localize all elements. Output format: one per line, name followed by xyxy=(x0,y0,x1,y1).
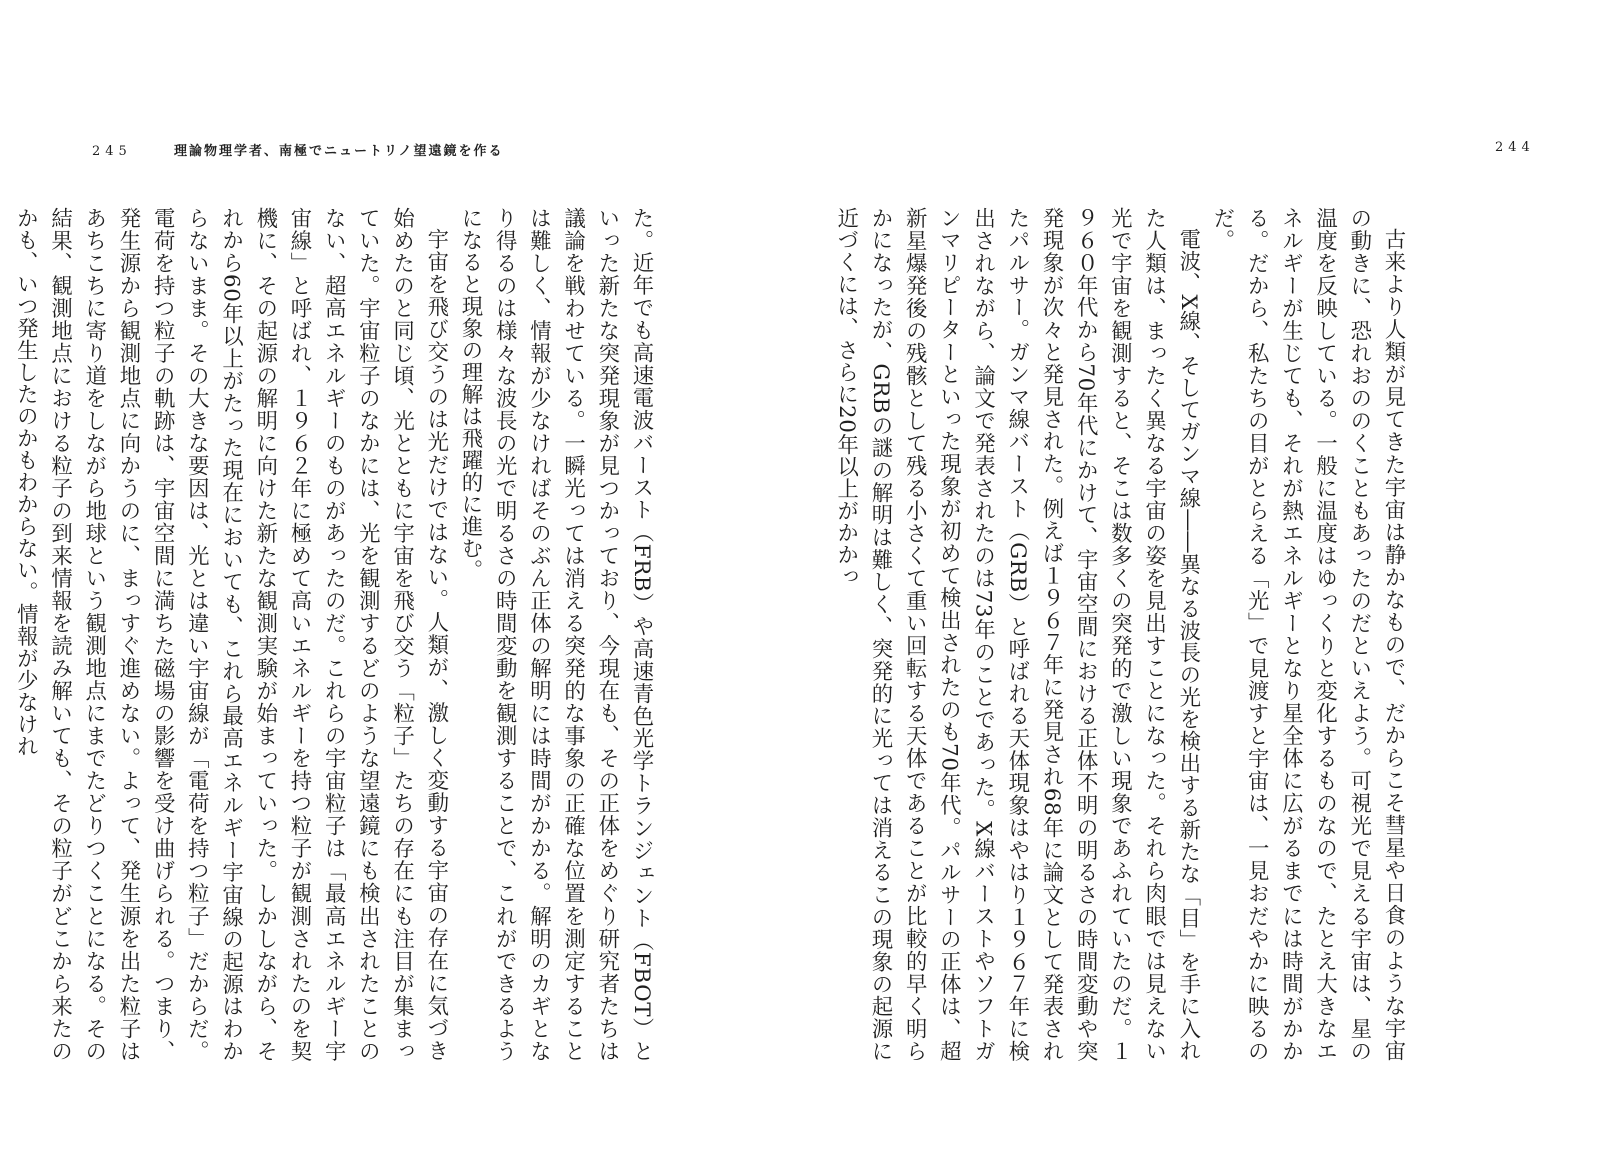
left-page-header xyxy=(92,140,503,159)
right-paragraph-2: 電波、X線、そしてガンマ線――異なる波長の光を検出する新たな「目」を手に入れた人類は、まったく異なる宇宙の姿を見出すことになった。それら肉眼では見えない光で宇宙を観測すると、そこは数多くの突発的で激しい現象であふれていたのだ。１９６０年代から70年代にかけて、宇宙空間における正体不明の明るさの時間変動や突発現象が次々と発見された。例えば１９６７年に発見され68年に論文として発表されたパルサー。ガンマ線バースト（GRB）と呼ばれる天体現象はやはり１９６７年に検出されながら、論文で発表されたのは73年のことであった。X線バーストやソフトガンマリピーターといった現象が初めて検出されたのも70年代。パルサーの正体は、超新星爆発後の残骸として残る小さくて重い回転する天体であることが比較的早く明らかになったが、GRBの謎の解明は難しく、突発的に光っては消えるこの現象の起源に近づくには、さらに20年以上がかかっ xyxy=(833,207,1201,1062)
left-page-number: 245 xyxy=(92,144,132,159)
right-page-header xyxy=(1495,140,1535,155)
right-paragraph-1: 古来より人類が見てきた宇宙は静かなもので、だからこそ彗星や日食のような宇宙の動きに、恐れおののくこともあったのだといえよう。可視光で見える宇宙は、星の温度を反映している。一般に温度はゆっくりと変化するものなので、たとえ大きなエネルギーが生じても、それが熱エネルギーとなり星全体に広がるまでには時間がかかる。だから、私たちの目がとらえる「光」で見渡すと宇宙は、一見おだやかに映るのだ。 xyxy=(1209,207,1406,1062)
left-page-body xyxy=(13,207,658,1062)
right-page-number: 244 xyxy=(1495,140,1535,155)
left-paragraph-1: た。近年でも高速電波バースト（FRB）や高速青色光学トランジェント（FBOT）といった新たな突発現象が見つかっており、今現在も、その正体をめぐり研究者たちは議論を戦わせている。一瞬光っては消える突発的な事象の正確な位置を測定することは難しく、情報が少なければそのぶん正体の解明には時間がかかる。解明のカギとなり得るのは様々な波長の光で明るさの時間変動を観測することで、これができるようになると現象の理解は飛躍的に進む。 xyxy=(457,207,654,1062)
right-page-body xyxy=(833,207,1410,1062)
running-title: 理論物理学者、南極でニュートリノ望遠鏡を作る xyxy=(173,144,504,159)
left-paragraph-2: 宇宙を飛び交うのは光だけではない。人類が、激しく変動する宇宙の存在に気づき始めたのと同じ頃、光とともに宇宙を飛び交う「粒子」たちの存在にも注目が集まっていた。宇宙粒子のなかには、光を観測するどのような望遠鏡にも検出されたことのない、超高エネルギーのものがあったのだ。これらの宇宙粒子は「最高エネルギー宇宙線」と呼ばれ、１９６２年に極めて高いエネルギーを持つ粒子が観測されたのを契機に、その起源の解明に向けた新たな観測実験が始まっていった。しかしながら、それから60年以上がたった現在においても、これら最高エネルギー宇宙線の起源はわからないまま。その大きな要因は、光とは違い宇宙線が「電荷を持つ粒子」だからだ。電荷を持つ粒子の軌跡は、宇宙空間に満ちた磁場の影響を受け曲げられる。つまり、発生源から観測地点に向かうのに、まっすぐ進めない。よって、発生源を出た粒子はあちこちに寄り道をしながら地球という観測地点にまでたどりつくことになる。その結果、観測地点における粒子の到来情報を読み解いても、その粒子がどこから来たのかも、いつ発生したのかもわからない。情報が少なけれ xyxy=(13,207,449,1062)
